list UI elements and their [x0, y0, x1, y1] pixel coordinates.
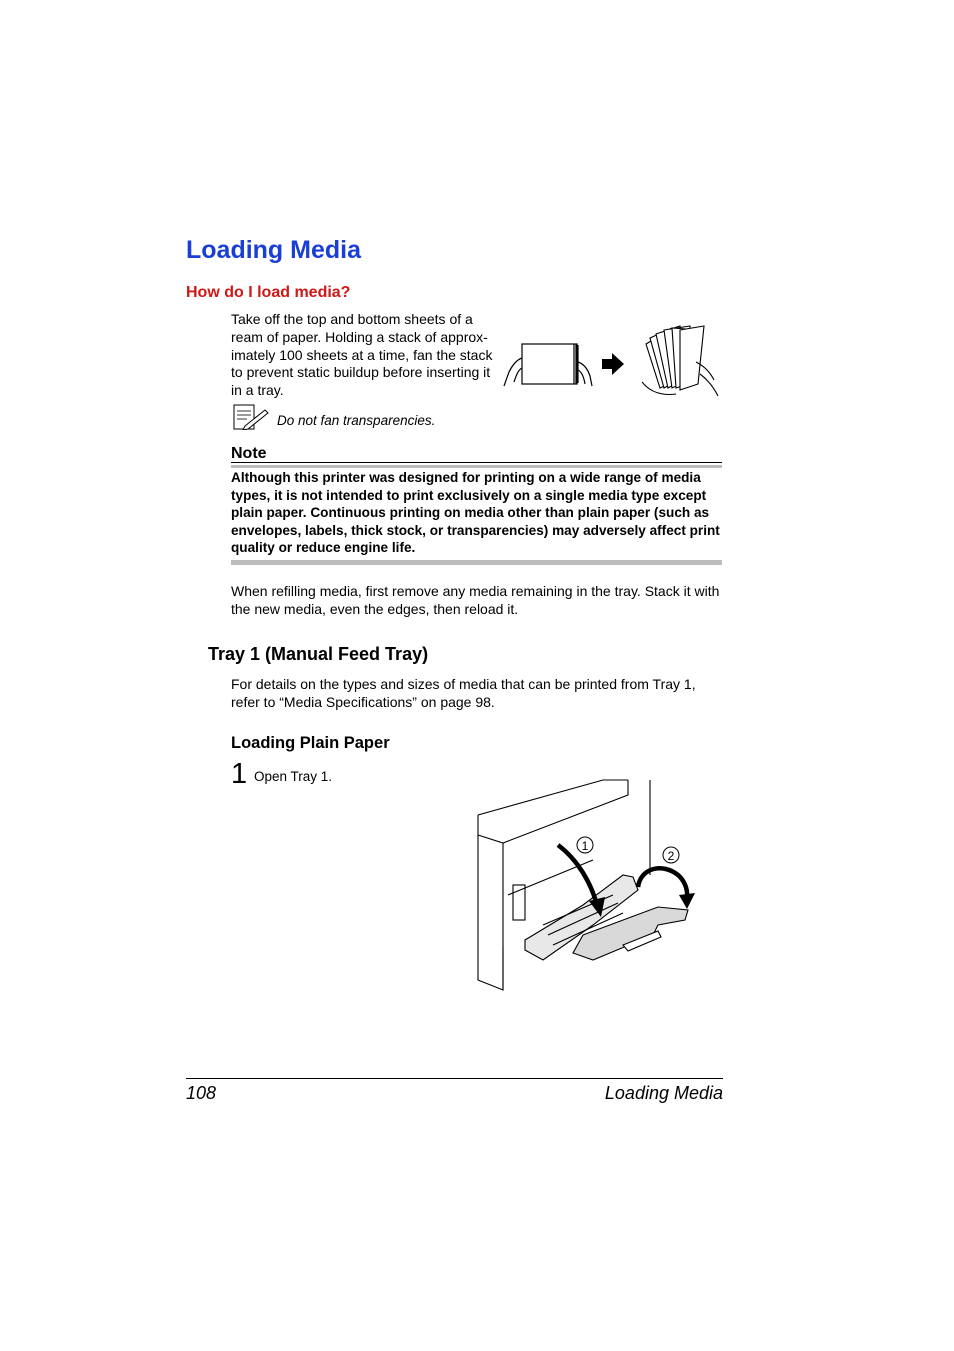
footer-title: Loading Media [604, 1083, 723, 1103]
refill-paragraph: When refilling media, first remove any media remaining in the tray. Stack it with the new media, even the edges, then reload it. [231, 583, 720, 617]
note-bottom-rule [231, 560, 722, 565]
note-top-rule [231, 462, 722, 463]
pencil-note-icon [233, 404, 269, 430]
note-top-rule-shade [231, 465, 722, 468]
fanned-paper-icon [642, 326, 718, 396]
tip-text: Do not fan transparencies. [277, 413, 436, 428]
tray-details-paragraph: For details on the types and sizes of media that can be printed from Tray 1, refer to “Media Specifications” on page 98. [231, 676, 696, 710]
fan-paper-illustration [500, 322, 725, 400]
page-title: Loading Media [186, 236, 361, 264]
footer-page-number: 108 [186, 1083, 217, 1103]
paper-stack-icon [504, 344, 592, 386]
footer-rule [186, 1078, 723, 1079]
callout-arrow-1 [558, 845, 597, 905]
note-title: Note [231, 445, 267, 462]
note-body: Although this printer was designed for printing on a wide range of media types, it is not intended to print exclusively on a single media type except plain paper. Continuous printing on media other than plain paper (such as envelopes, labels, thick stock, or transparencies) may adversely affect print quality or reduce engine life. [231, 470, 720, 556]
right-arrow-icon [602, 353, 624, 375]
callout-2: 2 [667, 849, 675, 863]
callout-1: 1 [581, 839, 589, 853]
section-heading: How do I load media? [186, 284, 351, 301]
open-tray-illustration [473, 775, 705, 995]
callout-arrow-2 [638, 868, 687, 899]
tray-heading: Tray 1 (Manual Feed Tray) [208, 644, 429, 664]
step-number: 1 [231, 758, 248, 790]
step-text: Open Tray 1. [254, 769, 333, 784]
loading-plain-paper-heading: Loading Plain Paper [231, 734, 390, 752]
intro-paragraph: Take off the top and bottom sheets of a ream of paper. Holding a stack of approx-imately 100 sheets at a time, fan the stack to prevent static buildup before inserting it in a tray. [231, 311, 493, 399]
